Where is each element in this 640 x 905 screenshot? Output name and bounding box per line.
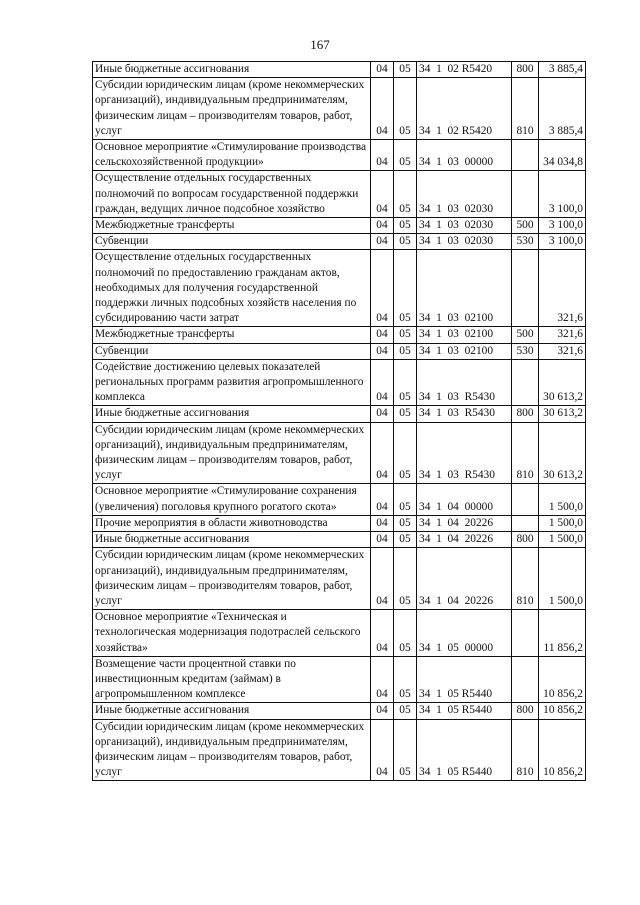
subsection-code-cell: 05 xyxy=(394,234,417,250)
subsection-code-cell: 05 xyxy=(394,703,417,719)
table-row xyxy=(93,234,586,250)
section-code-cell: 04 xyxy=(371,548,394,610)
expense-type-code-cell: 800 xyxy=(512,703,539,719)
subsection-code-cell: 05 xyxy=(394,610,417,657)
table-row xyxy=(93,719,586,781)
target-article-code-cell: 34 1 03 00000 xyxy=(417,140,512,171)
section-code-cell: 04 xyxy=(371,406,394,422)
subsection-code-cell: 05 xyxy=(394,62,417,78)
table-row xyxy=(93,78,586,140)
row-name-cell: Иные бюджетные ассигнования xyxy=(93,62,371,78)
table-row xyxy=(93,359,586,406)
section-code-cell: 04 xyxy=(371,703,394,719)
amount-cell: 321,6 xyxy=(539,343,586,359)
subsection-code-cell: 05 xyxy=(394,171,417,218)
target-article-code-cell: 34 1 04 00000 xyxy=(417,484,512,515)
row-name-cell: Субвенции xyxy=(93,234,371,250)
table-row xyxy=(93,515,586,531)
section-code-cell: 04 xyxy=(371,171,394,218)
budget-table-body xyxy=(93,62,586,781)
target-article-code-cell: 34 1 03 02030 xyxy=(417,218,512,234)
target-article-code-cell: 34 1 03 02030 xyxy=(417,171,512,218)
amount-cell: 321,6 xyxy=(539,327,586,343)
expense-type-code-cell: 800 xyxy=(512,532,539,548)
amount-cell: 11 856,2 xyxy=(539,610,586,657)
expense-type-code-cell xyxy=(512,140,539,171)
amount-cell: 1 500,0 xyxy=(539,484,586,515)
amount-cell: 3 100,0 xyxy=(539,218,586,234)
target-article-code-cell: 34 1 05 R5440 xyxy=(417,719,512,781)
target-article-code-cell: 34 1 02 R5420 xyxy=(417,62,512,78)
subsection-code-cell: 05 xyxy=(394,422,417,484)
amount-cell: 1 500,0 xyxy=(539,532,586,548)
table-row xyxy=(93,548,586,610)
row-name-cell: Межбюджетные трансферты xyxy=(93,327,371,343)
table-row xyxy=(93,532,586,548)
target-article-code-cell: 34 1 03 R5430 xyxy=(417,422,512,484)
target-article-code-cell: 34 1 05 00000 xyxy=(417,610,512,657)
table-row xyxy=(93,250,586,327)
subsection-code-cell: 05 xyxy=(394,218,417,234)
amount-cell: 1 500,0 xyxy=(539,548,586,610)
budget-table xyxy=(92,61,586,781)
expense-type-code-cell xyxy=(512,359,539,406)
section-code-cell: 04 xyxy=(371,515,394,531)
section-code-cell: 04 xyxy=(371,250,394,327)
amount-cell: 10 856,2 xyxy=(539,703,586,719)
section-code-cell: 04 xyxy=(371,719,394,781)
subsection-code-cell: 05 xyxy=(394,343,417,359)
expense-type-code-cell: 530 xyxy=(512,234,539,250)
row-name-cell: Межбюджетные трансферты xyxy=(93,218,371,234)
subsection-code-cell: 05 xyxy=(394,548,417,610)
expense-type-code-cell xyxy=(512,484,539,515)
table-row xyxy=(93,610,586,657)
target-article-code-cell: 34 1 03 02100 xyxy=(417,327,512,343)
target-article-code-cell: 34 1 03 02030 xyxy=(417,234,512,250)
row-name-cell: Основное мероприятие «Стимулирование сохранения (увеличения) поголовья крупного рогатого скота» xyxy=(93,484,371,515)
row-name-cell: Осуществление отдельных государственных полномочий по предоставлению гражданам актов, необходимых для получения государственной поддержки личных подсобных хозяйств населения по субсидированию части затрат xyxy=(93,250,371,327)
row-name-cell: Иные бюджетные ассигнования xyxy=(93,406,371,422)
target-article-code-cell: 34 1 03 R5430 xyxy=(417,359,512,406)
subsection-code-cell: 05 xyxy=(394,484,417,515)
expense-type-code-cell: 810 xyxy=(512,422,539,484)
section-code-cell: 04 xyxy=(371,218,394,234)
amount-cell: 30 613,2 xyxy=(539,422,586,484)
row-name-cell: Основное мероприятие «Стимулирование производства сельскохозяйственной продукции» xyxy=(93,140,371,171)
table-row xyxy=(93,327,586,343)
target-article-code-cell: 34 1 03 R5430 xyxy=(417,406,512,422)
subsection-code-cell: 05 xyxy=(394,78,417,140)
expense-type-code-cell: 800 xyxy=(512,62,539,78)
amount-cell: 30 613,2 xyxy=(539,359,586,406)
amount-cell: 34 034,8 xyxy=(539,140,586,171)
subsection-code-cell: 05 xyxy=(394,406,417,422)
table-row xyxy=(93,171,586,218)
subsection-code-cell: 05 xyxy=(394,250,417,327)
table-row xyxy=(93,703,586,719)
section-code-cell: 04 xyxy=(371,78,394,140)
amount-cell: 10 856,2 xyxy=(539,719,586,781)
amount-cell: 30 613,2 xyxy=(539,406,586,422)
section-code-cell: 04 xyxy=(371,327,394,343)
table-row xyxy=(93,218,586,234)
row-name-cell: Субвенции xyxy=(93,343,371,359)
subsection-code-cell: 05 xyxy=(394,359,417,406)
row-name-cell: Субсидии юридическим лицам (кроме некоммерческих организаций), индивидуальным предпринимателям, физическим лицам – производителям товаров, работ, услуг xyxy=(93,78,371,140)
row-name-cell: Субсидии юридическим лицам (кроме некоммерческих организаций), индивидуальным предпринимателям, физическим лицам – производителям товаров, работ, услуг xyxy=(93,422,371,484)
section-code-cell: 04 xyxy=(371,359,394,406)
target-article-code-cell: 34 1 05 R5440 xyxy=(417,656,512,703)
section-code-cell: 04 xyxy=(371,610,394,657)
row-name-cell: Субсидии юридическим лицам (кроме некоммерческих организаций), индивидуальным предпринимателям, физическим лицам – производителям товаров, работ, услуг xyxy=(93,719,371,781)
expense-type-code-cell: 810 xyxy=(512,548,539,610)
section-code-cell: 04 xyxy=(371,343,394,359)
amount-cell: 3 100,0 xyxy=(539,234,586,250)
table-row xyxy=(93,406,586,422)
expense-type-code-cell: 500 xyxy=(512,327,539,343)
table-row xyxy=(93,484,586,515)
table-row xyxy=(93,343,586,359)
row-name-cell: Содействие достижению целевых показателей региональных программ развития агропромышленного комплекса xyxy=(93,359,371,406)
page-number: 167 xyxy=(310,37,330,52)
table-row xyxy=(93,422,586,484)
section-code-cell: 04 xyxy=(371,484,394,515)
amount-cell: 321,6 xyxy=(539,250,586,327)
section-code-cell: 04 xyxy=(371,422,394,484)
subsection-code-cell: 05 xyxy=(394,656,417,703)
target-article-code-cell: 34 1 02 R5420 xyxy=(417,78,512,140)
amount-cell: 10 856,2 xyxy=(539,656,586,703)
amount-cell: 3 885,4 xyxy=(539,78,586,140)
amount-cell: 1 500,0 xyxy=(539,515,586,531)
target-article-code-cell: 34 1 04 20226 xyxy=(417,548,512,610)
expense-type-code-cell xyxy=(512,171,539,218)
table-row xyxy=(93,656,586,703)
expense-type-code-cell xyxy=(512,515,539,531)
target-article-code-cell: 34 1 03 02100 xyxy=(417,343,512,359)
row-name-cell: Возмещение части процентной ставки по инвестиционным кредитам (займам) в агропромышленном комплексе xyxy=(93,656,371,703)
row-name-cell: Иные бюджетные ассигнования xyxy=(93,532,371,548)
section-code-cell: 04 xyxy=(371,656,394,703)
subsection-code-cell: 05 xyxy=(394,140,417,171)
row-name-cell: Основное мероприятие «Техническая и технологическая модернизация подотраслей сельского хозяйства» xyxy=(93,610,371,657)
target-article-code-cell: 34 1 03 02100 xyxy=(417,250,512,327)
amount-cell: 3 100,0 xyxy=(539,171,586,218)
expense-type-code-cell: 810 xyxy=(512,78,539,140)
section-code-cell: 04 xyxy=(371,234,394,250)
expense-type-code-cell: 800 xyxy=(512,406,539,422)
section-code-cell: 04 xyxy=(371,62,394,78)
section-code-cell: 04 xyxy=(371,140,394,171)
expense-type-code-cell: 530 xyxy=(512,343,539,359)
row-name-cell: Прочие мероприятия в области животноводства xyxy=(93,515,371,531)
amount-cell: 3 885,4 xyxy=(539,62,586,78)
expense-type-code-cell xyxy=(512,250,539,327)
section-code-cell: 04 xyxy=(371,532,394,548)
subsection-code-cell: 05 xyxy=(394,532,417,548)
target-article-code-cell: 34 1 05 R5440 xyxy=(417,703,512,719)
subsection-code-cell: 05 xyxy=(394,719,417,781)
row-name-cell: Иные бюджетные ассигнования xyxy=(93,703,371,719)
target-article-code-cell: 34 1 04 20226 xyxy=(417,532,512,548)
row-name-cell: Осуществление отдельных государственных полномочий по вопросам государственной поддержки граждан, ведущих личное подсобное хозяйство xyxy=(93,171,371,218)
target-article-code-cell: 34 1 04 20226 xyxy=(417,515,512,531)
expense-type-code-cell: 810 xyxy=(512,719,539,781)
subsection-code-cell: 05 xyxy=(394,327,417,343)
row-name-cell: Субсидии юридическим лицам (кроме некоммерческих организаций), индивидуальным предпринимателям, физическим лицам – производителям товаров, работ, услуг xyxy=(93,548,371,610)
expense-type-code-cell xyxy=(512,610,539,657)
expense-type-code-cell: 500 xyxy=(512,218,539,234)
subsection-code-cell: 05 xyxy=(394,515,417,531)
table-row xyxy=(93,140,586,171)
expense-type-code-cell xyxy=(512,656,539,703)
table-row xyxy=(93,62,586,78)
